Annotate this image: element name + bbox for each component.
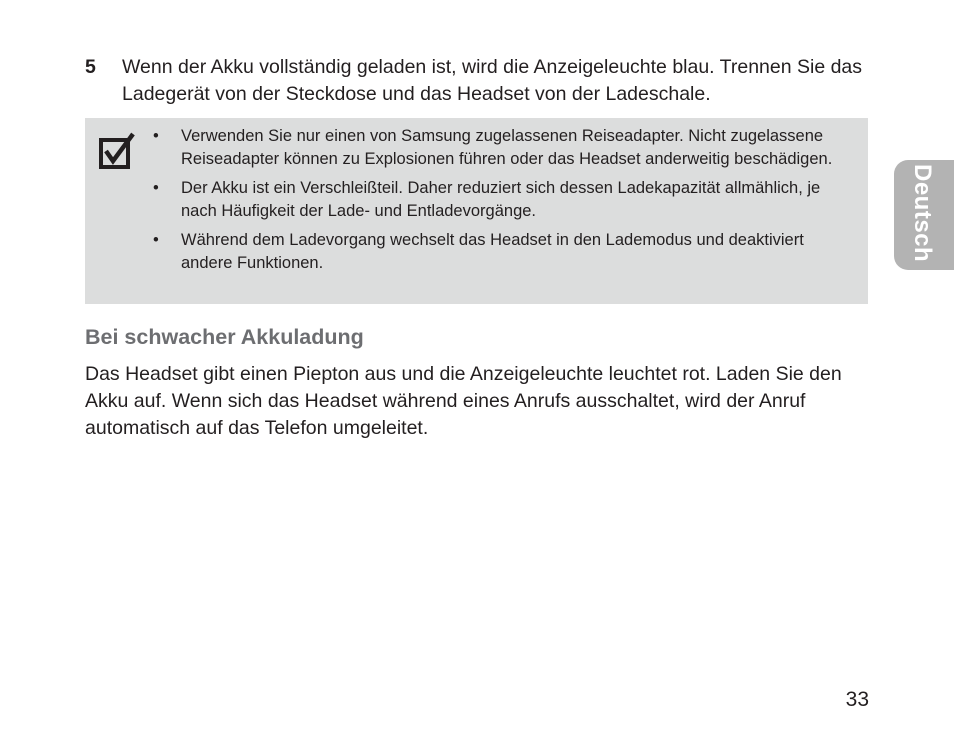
bullet: • bbox=[153, 179, 159, 197]
step-number: 5 bbox=[85, 56, 96, 78]
checkbox-check-icon bbox=[98, 132, 136, 170]
note-list bbox=[153, 125, 853, 281]
section-heading: Bei schwacher Akkuladung bbox=[85, 325, 364, 349]
language-tab bbox=[894, 160, 954, 270]
language-tab-label: Deutsch bbox=[909, 164, 936, 263]
note-box bbox=[85, 118, 868, 304]
note-item-text: Verwenden Sie nur einen von Samsung zugelassenen Reiseadapter. Nicht zugelassene Reiseadapter können zu Explosionen führen oder das Headset anderweitig beschädigen. bbox=[181, 127, 833, 168]
note-item bbox=[153, 125, 853, 170]
page-number: 33 bbox=[845, 688, 869, 711]
step-5 bbox=[85, 54, 875, 108]
note-item-text: Während dem Ladevorgang wechselt das Headset in den Lademodus und deaktiviert andere Funktionen. bbox=[181, 231, 804, 272]
step-text: Wenn der Akku vollständig geladen ist, wird die Anzeigeleuchte blau. Trennen Sie das Ladegerät von der Steckdose und das Headset von der Ladeschale. bbox=[122, 56, 863, 105]
note-item bbox=[153, 229, 853, 274]
bullet: • bbox=[153, 127, 159, 145]
note-item bbox=[153, 177, 853, 222]
section-body: Das Headset gibt einen Piepton aus und die Anzeigeleuchte leuchtet rot. Laden Sie den Akku auf. Wenn sich das Headset während eines Anrufs ausschaltet, wird der Anruf automatisch auf das Telefon umgeleitet. bbox=[85, 363, 842, 439]
note-item-text: Der Akku ist ein Verschleißteil. Daher reduziert sich dessen Ladekapazität allmählich, je nach Häufigkeit der Lade- und Entladevorgänge. bbox=[181, 179, 821, 220]
bullet: • bbox=[153, 231, 159, 249]
